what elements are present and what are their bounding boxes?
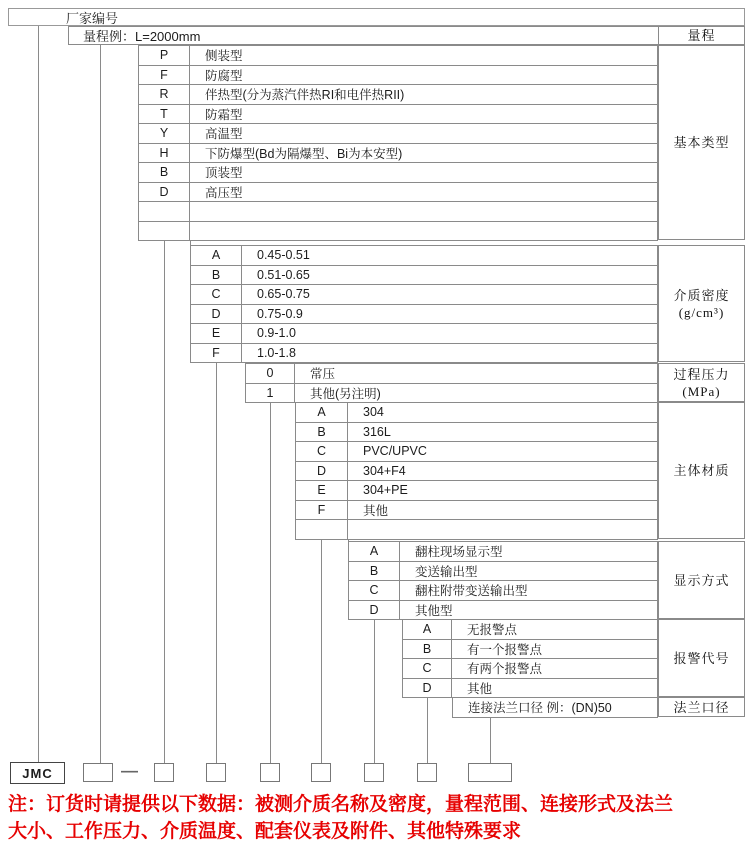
code-cell <box>295 520 348 539</box>
description-cell: 其他型 <box>400 601 658 620</box>
table-row <box>245 384 658 404</box>
description-cell: 有一个报警点 <box>452 640 658 659</box>
order-note-line-2: 大小、工作压力、介质温度、配套仪表及附件、其他特殊要求 <box>8 821 522 842</box>
range-example-label: 量程例：L=2000mm <box>83 29 201 44</box>
table-row <box>295 423 658 443</box>
code-cell: D <box>190 305 242 324</box>
code-cell <box>138 202 190 221</box>
table-row <box>138 183 658 203</box>
connector-line <box>348 539 349 542</box>
table-row <box>138 124 658 144</box>
table-row <box>138 85 658 105</box>
table-row <box>348 542 658 562</box>
description-cell: 变送输出型 <box>400 562 658 581</box>
category-label-basic-type <box>658 45 745 240</box>
table-row <box>190 324 658 344</box>
description-cell: 侧装型 <box>190 46 658 65</box>
connector-line <box>374 619 375 763</box>
section-table-alarm-code <box>402 619 658 698</box>
model-code-box <box>206 763 226 782</box>
description-cell: 0.9-1.0 <box>242 324 658 343</box>
code-cell: B <box>348 562 400 581</box>
category-text: 法兰口径 <box>673 699 730 715</box>
model-code-box <box>260 763 280 782</box>
description-cell: 防霜型 <box>190 105 658 124</box>
description-cell: 翻柱现场显示型 <box>400 542 658 561</box>
section-table-process-pressure <box>245 363 658 403</box>
table-row <box>190 305 658 325</box>
order-note <box>8 791 746 845</box>
table-row <box>190 246 658 266</box>
code-cell: 1 <box>245 384 295 403</box>
code-cell: E <box>295 481 348 500</box>
table-row <box>348 562 658 582</box>
description-cell <box>348 520 658 539</box>
table-row <box>295 403 658 423</box>
table-row <box>402 620 658 640</box>
table-row <box>348 601 658 621</box>
code-cell: D <box>402 679 452 698</box>
connector-line <box>427 697 428 763</box>
section-table-display-mode <box>348 541 658 620</box>
connector-line <box>164 240 165 763</box>
category-label-medium-density <box>658 245 745 362</box>
manufacturer-label: 厂家编号 <box>66 10 119 26</box>
description-cell: 高压型 <box>190 183 658 202</box>
connector-line <box>270 402 271 763</box>
description-cell: 常压 <box>295 364 658 383</box>
description-cell: 0.51-0.65 <box>242 266 658 285</box>
category-label-flange-size <box>658 697 745 717</box>
manufacturer-row <box>8 8 745 26</box>
table-row <box>190 344 658 364</box>
section-table-basic-type <box>138 45 658 241</box>
order-note-line-1: 注：订货时请提供以下数据：被测介质名称及密度，量程范围、连接形式及法兰 <box>8 794 674 815</box>
table-row <box>402 659 658 679</box>
table-row <box>138 66 658 86</box>
code-cell: A <box>190 246 242 265</box>
description-cell: PVC/UPVC <box>348 442 658 461</box>
table-row <box>295 481 658 501</box>
model-code-box <box>311 763 331 782</box>
description-cell: 有两个报警点 <box>452 659 658 678</box>
table-row <box>295 501 658 521</box>
description-cell: 伴热型(分为蒸汽伴热RI和电伴热RII) <box>190 85 658 104</box>
description-cell: 0.65-0.75 <box>242 285 658 304</box>
code-cell: A <box>348 542 400 561</box>
code-cell: H <box>138 144 190 163</box>
table-row <box>138 144 658 164</box>
connector-line <box>38 26 39 763</box>
model-code-box <box>417 763 437 782</box>
model-code-box <box>364 763 384 782</box>
code-cell: C <box>348 581 400 600</box>
category-text: 报警代号 <box>673 650 730 666</box>
category-text: 介质密度 <box>673 287 730 303</box>
description-cell: 304+PE <box>348 481 658 500</box>
description-cell: 316L <box>348 423 658 442</box>
category-text: 量程 <box>687 28 716 43</box>
code-cell: D <box>138 183 190 202</box>
model-prefix-box: JMC <box>10 762 65 784</box>
connector-line <box>321 539 322 764</box>
connector-line <box>490 717 491 764</box>
description-cell: 翻柱附带变送输出型 <box>400 581 658 600</box>
description-cell: 高温型 <box>190 124 658 143</box>
code-cell: C <box>402 659 452 678</box>
range-row <box>68 26 745 45</box>
category-label-process-pressure <box>658 363 745 402</box>
model-code-box <box>154 763 174 782</box>
table-row <box>295 442 658 462</box>
table-row <box>138 222 658 242</box>
connector-line <box>216 362 217 764</box>
code-cell: C <box>190 285 242 304</box>
code-cell <box>138 222 190 241</box>
description-cell: 防腐型 <box>190 66 658 85</box>
code-cell: F <box>295 501 348 520</box>
code-cell: Y <box>138 124 190 143</box>
table-row <box>348 581 658 601</box>
description-cell: 其他(另注明) <box>295 384 658 403</box>
description-cell: 304+F4 <box>348 462 658 481</box>
code-cell: D <box>295 462 348 481</box>
section-table-flange-size <box>452 697 658 718</box>
table-row <box>138 105 658 125</box>
category-unit-text: (MPa) <box>682 383 721 399</box>
description-cell: 304 <box>348 403 658 422</box>
category-text: 基本类型 <box>673 135 730 150</box>
description-cell: 1.0-1.8 <box>242 344 658 363</box>
code-cell: B <box>402 640 452 659</box>
category-text: 主体材质 <box>673 463 730 478</box>
table-row <box>245 364 658 384</box>
category-text: 显示方式 <box>673 572 730 588</box>
table-row <box>190 285 658 305</box>
category-label-alarm-code <box>658 619 745 697</box>
table-row <box>138 163 658 183</box>
code-cell: P <box>138 46 190 65</box>
model-code-box <box>83 763 113 782</box>
description-cell: 连接法兰口径 例：(DN)50 <box>452 698 658 717</box>
code-cell: D <box>348 601 400 620</box>
description-cell: 顶装型 <box>190 163 658 182</box>
table-row <box>452 698 658 718</box>
code-cell: R <box>138 85 190 104</box>
model-code-box <box>468 763 512 782</box>
description-cell <box>190 202 658 221</box>
code-cell: F <box>190 344 242 363</box>
code-cell: E <box>190 324 242 343</box>
code-cell: C <box>295 442 348 461</box>
table-row <box>138 46 658 66</box>
description-cell: 0.45-0.51 <box>242 246 658 265</box>
table-row <box>402 640 658 660</box>
code-cell: B <box>138 163 190 182</box>
table-row <box>138 202 658 222</box>
code-cell: F <box>138 66 190 85</box>
section-table-medium-density <box>190 245 658 363</box>
category-label-body-material <box>658 402 745 539</box>
code-cell: A <box>295 403 348 422</box>
category-label-range <box>658 26 745 45</box>
connector-line <box>190 240 191 245</box>
table-row <box>402 679 658 699</box>
code-cell: 0 <box>245 364 295 383</box>
description-cell <box>190 222 658 241</box>
table-row <box>295 520 658 540</box>
category-unit-text: (g/cm³) <box>678 304 725 320</box>
category-label-display-mode <box>658 541 745 619</box>
description-cell: 0.75-0.9 <box>242 305 658 324</box>
category-text: 过程压力 <box>673 366 730 382</box>
code-cell: T <box>138 105 190 124</box>
section-table-body-material <box>295 402 658 540</box>
separator-dash: — <box>121 761 138 780</box>
description-cell: 其他 <box>348 501 658 520</box>
code-cell: A <box>402 620 452 639</box>
connector-line <box>100 45 101 763</box>
connector-line <box>245 362 246 364</box>
description-cell: 无报警点 <box>452 620 658 639</box>
description-cell: 其他 <box>452 679 658 698</box>
code-cell: B <box>190 266 242 285</box>
code-cell: B <box>295 423 348 442</box>
table-row <box>295 462 658 482</box>
description-cell: 下防爆型(Bd为隔爆型、Bi为本安型) <box>190 144 658 163</box>
table-row <box>190 266 658 286</box>
